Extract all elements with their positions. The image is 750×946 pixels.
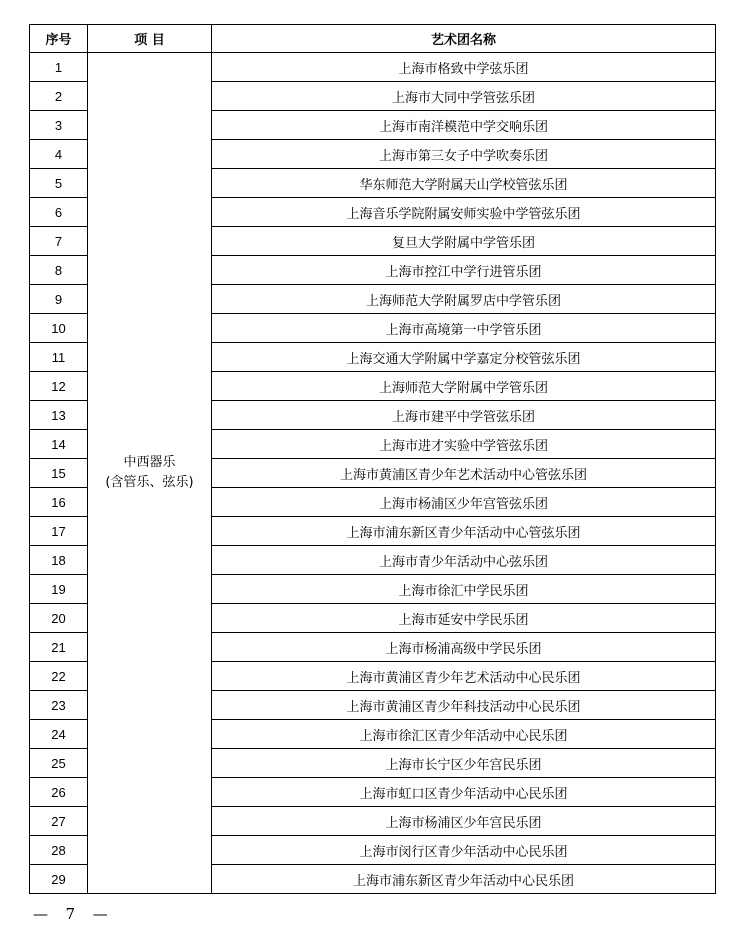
category-line-2: (含管乐、弦乐)	[105, 475, 194, 490]
troupe-name-cell: 上海市徐汇中学民乐团	[212, 575, 716, 604]
row-index-cell: 4	[30, 140, 88, 169]
row-index-cell: 25	[30, 749, 88, 778]
troupe-name-cell: 上海市杨浦区少年宫民乐团	[212, 807, 716, 836]
row-index-cell: 6	[30, 198, 88, 227]
troupe-name-cell: 上海市青少年活动中心弦乐团	[212, 546, 716, 575]
troupe-name-cell: 上海市建平中学管弦乐团	[212, 401, 716, 430]
page-footer	[30, 905, 112, 923]
troupe-name-cell: 上海交通大学附属中学嘉定分校管弦乐团	[212, 343, 716, 372]
troupe-name-cell: 上海市黄浦区青少年艺术活动中心民乐团	[212, 662, 716, 691]
troupe-name-cell: 上海市浦东新区青少年活动中心民乐团	[212, 865, 716, 894]
row-index-cell: 14	[30, 430, 88, 459]
row-index-cell: 20	[30, 604, 88, 633]
category-cell	[88, 53, 212, 894]
troupe-name-cell: 上海市第三女子中学吹奏乐团	[212, 140, 716, 169]
row-index-cell: 9	[30, 285, 88, 314]
troupe-name-cell: 上海市高境第一中学管乐团	[212, 314, 716, 343]
row-index-cell: 13	[30, 401, 88, 430]
troupe-name-cell: 上海市控江中学行进管乐团	[212, 256, 716, 285]
row-index-cell: 17	[30, 517, 88, 546]
troupe-name-cell: 上海市长宁区少年宫民乐团	[212, 749, 716, 778]
troupe-name-cell: 上海市大同中学管弦乐团	[212, 82, 716, 111]
footer-dash-right: —	[92, 905, 109, 923]
row-index-cell: 23	[30, 691, 88, 720]
row-index-cell: 29	[30, 865, 88, 894]
category-line-1: 中西器乐	[123, 455, 176, 470]
troupe-name-cell: 华东师范大学附属天山学校管弦乐团	[212, 169, 716, 198]
troupe-name-cell: 上海市杨浦区少年宫管弦乐团	[212, 488, 716, 517]
row-index-cell: 26	[30, 778, 88, 807]
troupe-name-cell: 上海市闵行区青少年活动中心民乐团	[212, 836, 716, 865]
troupe-name-cell: 上海市进才实验中学管弦乐团	[212, 430, 716, 459]
troupe-name-cell: 上海师范大学附属罗店中学管乐团	[212, 285, 716, 314]
row-index-cell: 19	[30, 575, 88, 604]
troupe-name-cell: 上海师范大学附属中学管乐团	[212, 372, 716, 401]
row-index-cell: 2	[30, 82, 88, 111]
row-index-cell: 28	[30, 836, 88, 865]
row-index-cell: 11	[30, 343, 88, 372]
row-index-cell: 7	[30, 227, 88, 256]
row-index-cell: 1	[30, 53, 88, 82]
row-index-cell: 10	[30, 314, 88, 343]
troupe-name-cell: 上海市杨浦高级中学民乐团	[212, 633, 716, 662]
row-index-cell: 18	[30, 546, 88, 575]
troupe-name-cell: 上海市延安中学民乐团	[212, 604, 716, 633]
table-header-row	[30, 25, 716, 53]
troupe-name-cell: 上海市黄浦区青少年科技活动中心民乐团	[212, 691, 716, 720]
troupe-name-cell: 复旦大学附属中学管乐团	[212, 227, 716, 256]
troupe-name-cell: 上海市南洋模范中学交响乐团	[212, 111, 716, 140]
row-index-cell: 5	[30, 169, 88, 198]
footer-dash-left: —	[33, 905, 49, 923]
row-index-cell: 22	[30, 662, 88, 691]
troupe-name-cell: 上海市黄浦区青少年艺术活动中心管弦乐团	[212, 459, 716, 488]
header-name: 艺术团名称	[212, 25, 716, 53]
row-index-cell: 27	[30, 807, 88, 836]
table-row	[30, 53, 716, 82]
header-index: 序号	[30, 25, 88, 53]
row-index-cell: 16	[30, 488, 88, 517]
row-index-cell: 12	[30, 372, 88, 401]
troupe-name-cell: 上海市格致中学弦乐团	[212, 53, 716, 82]
row-index-cell: 15	[30, 459, 88, 488]
troupe-name-cell: 上海市徐汇区青少年活动中心民乐团	[212, 720, 716, 749]
header-category: 项 目	[88, 25, 212, 53]
troupe-name-cell: 上海市虹口区青少年活动中心民乐团	[212, 778, 716, 807]
troupe-name-cell: 上海市浦东新区青少年活动中心管弦乐团	[212, 517, 716, 546]
art-troupe-table	[29, 24, 716, 894]
troupe-name-cell: 上海音乐学院附属安师实验中学管弦乐团	[212, 198, 716, 227]
table-body	[30, 53, 716, 894]
row-index-cell: 3	[30, 111, 88, 140]
row-index-cell: 8	[30, 256, 88, 285]
row-index-cell: 24	[30, 720, 88, 749]
row-index-cell: 21	[30, 633, 88, 662]
page-number: 7	[65, 905, 77, 923]
